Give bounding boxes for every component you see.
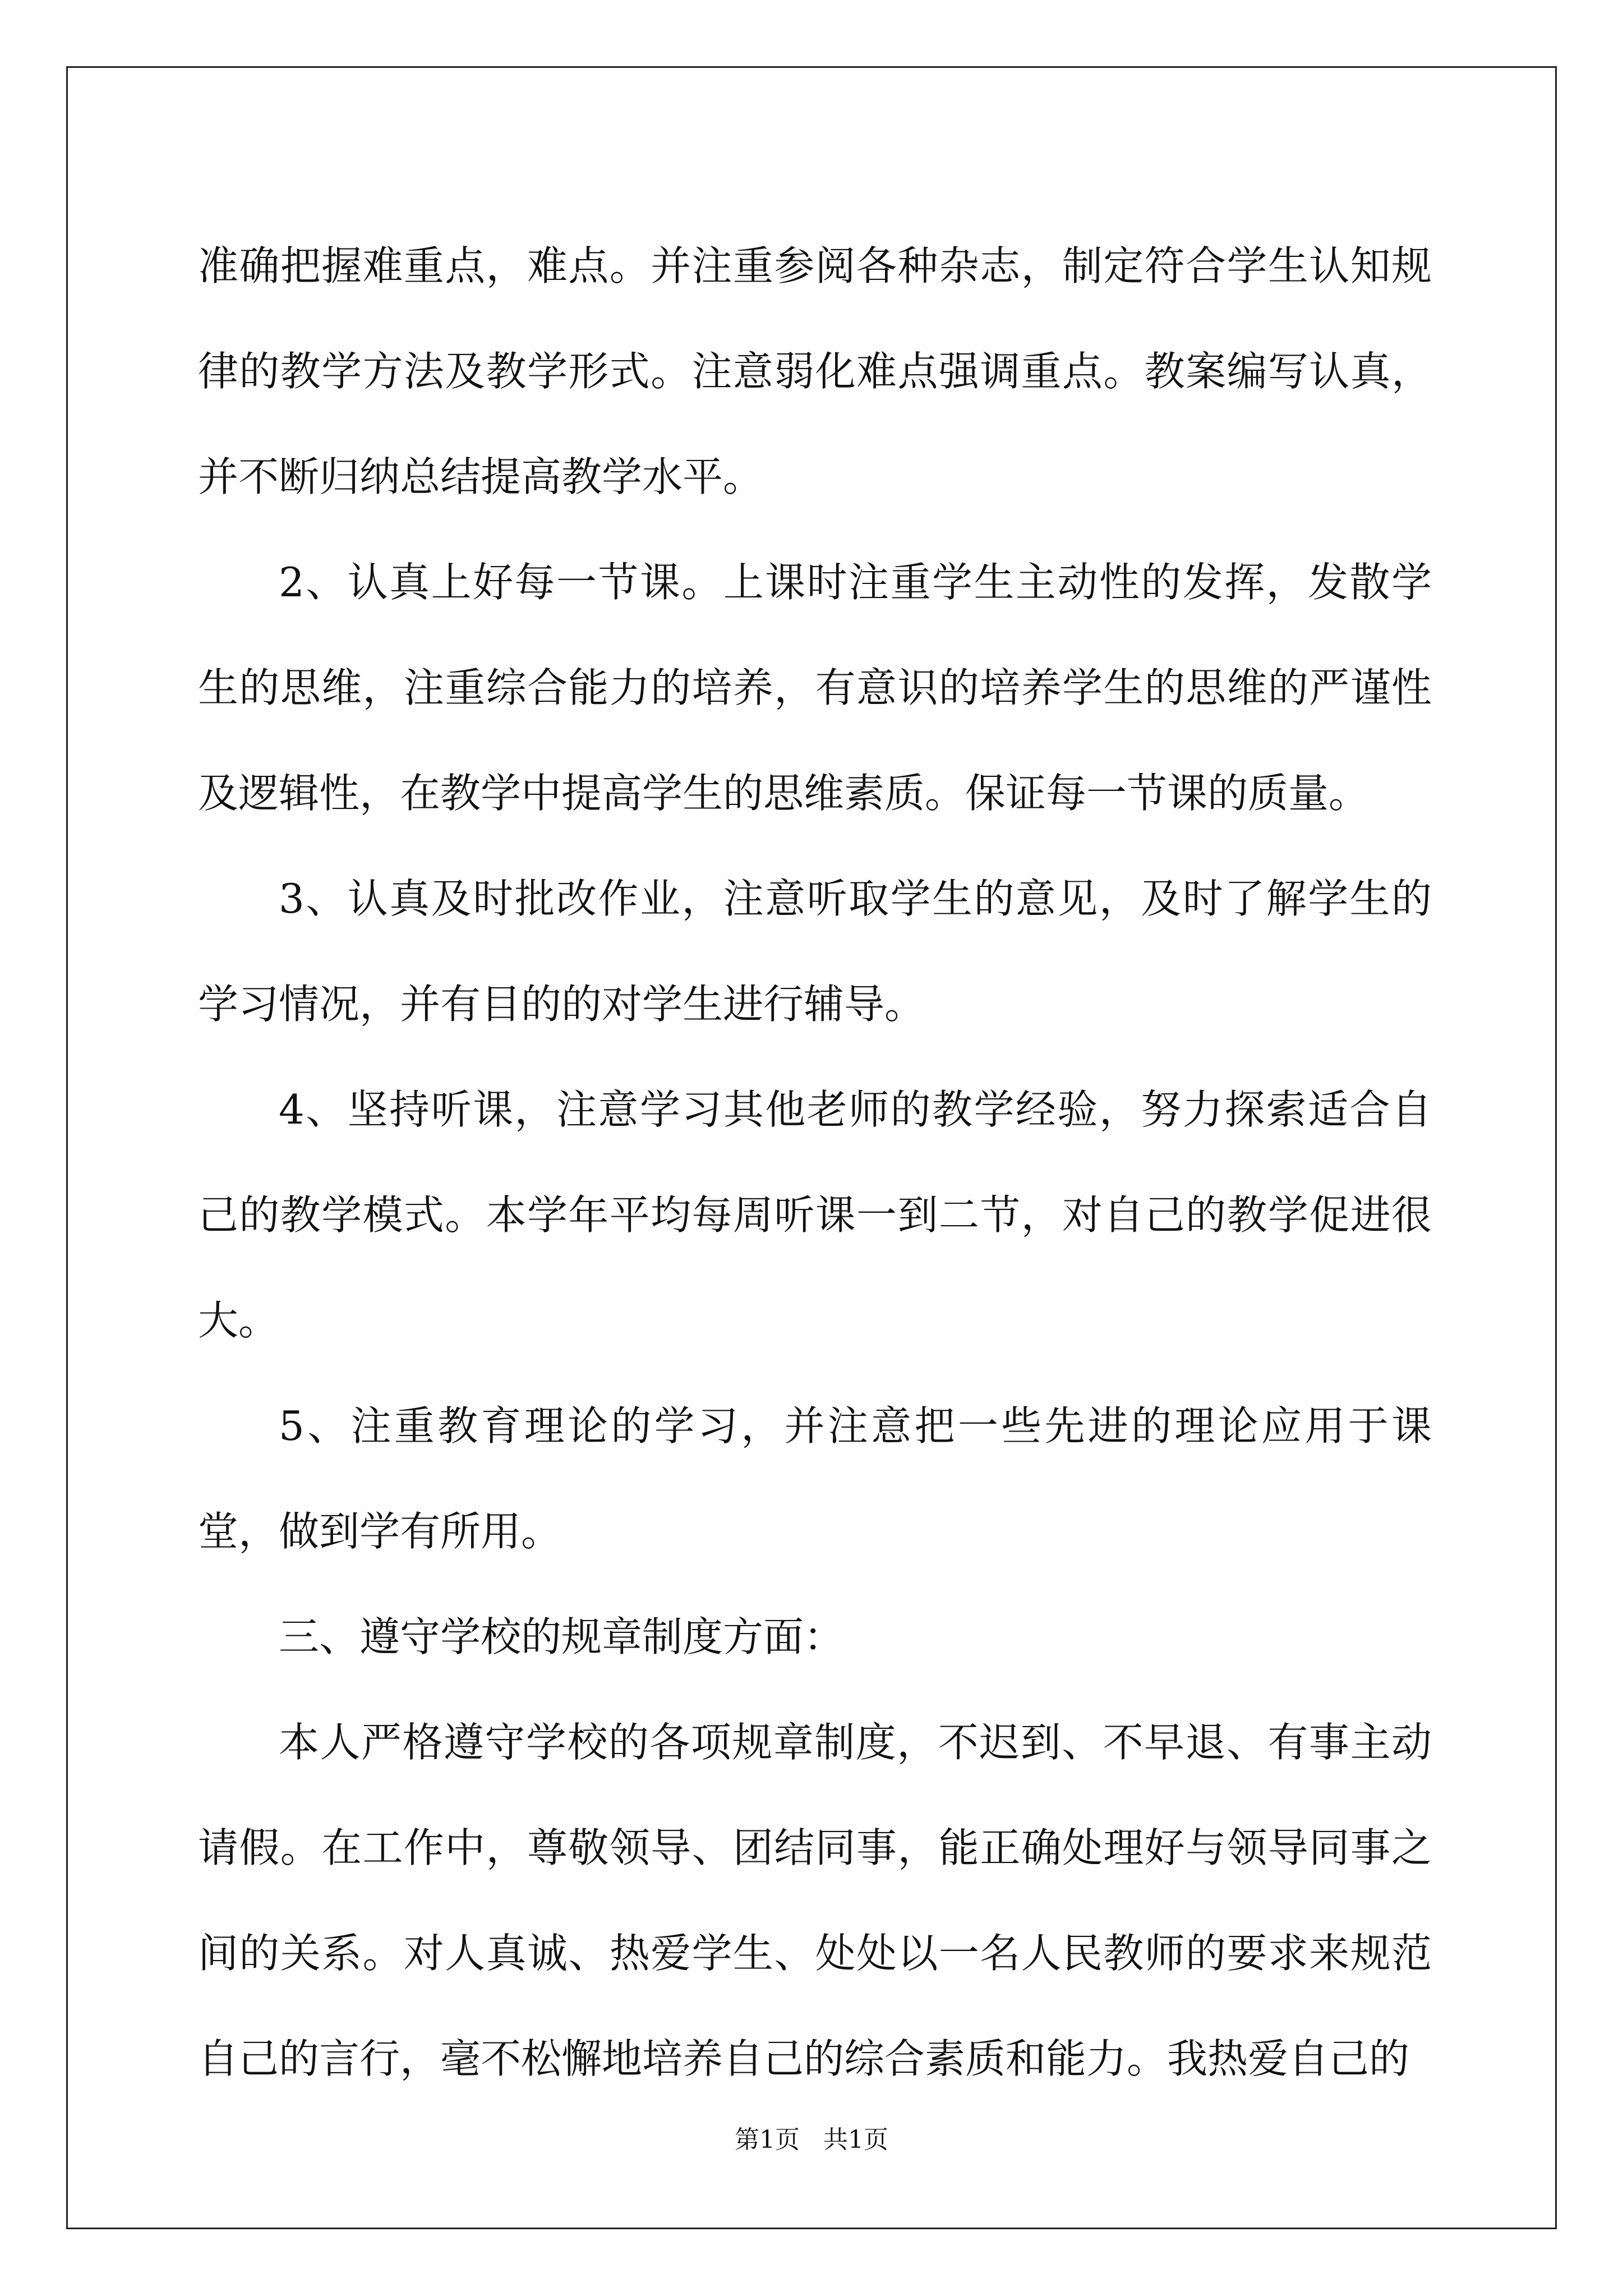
paragraph-4: 4、坚持听课，注意学习其他老师的教学经验，努力探索适合自己的教学模式。本学年平均每周听课一到二节，对自己的教学促进很大。 [198,1086,1432,1344]
paragraph-2: 2、认真上好每一节课。上课时注重学生主动性的发挥，发散学生的思维，注重综合能力的培养，有意识的培养学生的思维的严谨性及逻辑性，在教学中提高学生的思维素质。保证每一节课的质量。 [198,559,1432,817]
paragraph-3: 3、认真及时批改作业，注意听取学生的意见，及时了解学生的学习情况，并有目的的对学生进行辅导。 [198,875,1432,1028]
paragraph-6: 本人严格遵守学校的各项规章制度，不迟到、不早退、有事主动请假。在工作中，尊敬领导、团结同事，能正确处理好与领导同事之间的关系。对人真诚、热爱学生、处处以一名人民教师的要求来规范自己的言行，毫不松懈地培养自己的综合素质和能力。我热爱自己的 [198,1719,1432,2082]
paragraph-5: 5、注重教育理论的学习，并注意把一些先进的理论应用于课堂，做到学有所用。 [198,1402,1432,1555]
document-body [198,213,1432,2111]
page-number: 第1页 [735,2125,800,2154]
section-heading: 三、遵守学校的规章制度方面： [279,1613,845,1660]
page-total: 共1页 [823,2125,888,2154]
paragraph-1: 准确把握难重点，难点。并注重参阅各种杂志，制定符合学生认知规律的教学方法及教学形式。注意弱化难点强调重点。教案编写认真，并不断归纳总结提高教学水平。 [198,242,1432,500]
page-footer [0,2119,1623,2155]
